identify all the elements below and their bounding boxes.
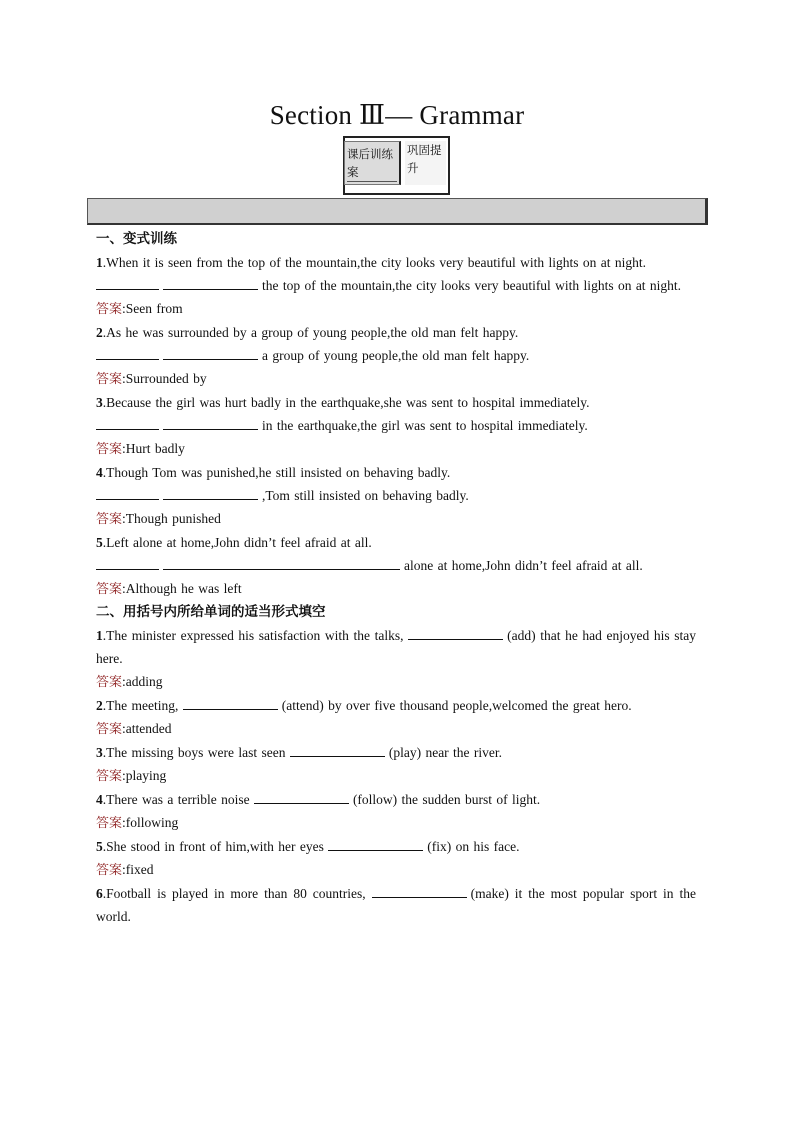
rewrite-text: ,Tom still insisted on behaving badly. [262, 488, 469, 503]
page-title: Section Ⅲ— Grammar [269, 100, 525, 130]
answer-blank[interactable] [96, 485, 159, 500]
answer-blank[interactable] [163, 345, 258, 360]
answer-label: 答案 [96, 675, 123, 690]
sentence-text: .The meeting, [102, 698, 183, 713]
tab-left-line2: 案 [347, 163, 397, 182]
sentence-text: .Left alone at home,John didn’t feel afraid at all. [102, 535, 372, 550]
tab-right-line2: 升 [407, 161, 419, 175]
question-number: 5 [96, 535, 103, 550]
answer-label: 答案 [96, 582, 123, 597]
p2-q4-answer [96, 811, 696, 835]
answer-blank[interactable] [290, 742, 385, 757]
sentence-text: (attend) by over five thousand people,welcomed the great hero. [281, 698, 632, 713]
sentence-text: .She stood in front of him,with her eyes [102, 839, 329, 854]
p2-q5-answer [96, 858, 696, 882]
sentence-text: .When it is seen from the top of the mountain,the city looks very beautiful with lights on at night. [102, 255, 647, 270]
question-number: 5 [96, 839, 103, 854]
section-banner [87, 198, 708, 225]
sentence-text: .Though Tom was punished,he still insisted on behaving badly. [102, 465, 451, 480]
rewrite-text: a group of young people,the old man felt happy. [262, 348, 530, 363]
answer-text: :Seen from [122, 301, 183, 316]
answer-label: 答案 [96, 442, 123, 457]
sentence-text: (follow) the sudden burst of light. [352, 792, 541, 807]
question-number: 2 [96, 698, 103, 713]
p1-q5-sentence [96, 531, 696, 554]
answer-text: :attended [122, 721, 172, 736]
answer-label: 答案 [96, 863, 123, 878]
answer-label: 答案 [96, 512, 123, 527]
answer-label: 答案 [96, 816, 123, 831]
p1-q3-rewrite [96, 414, 696, 437]
p1-q1-sentence [96, 251, 696, 274]
question-number: 3 [96, 395, 103, 410]
answer-blank[interactable] [96, 555, 159, 570]
answer-blank[interactable] [328, 836, 423, 851]
p2-q4 [96, 788, 696, 811]
p1-q5-rewrite [96, 554, 696, 577]
answer-text: :Though punished [122, 511, 221, 526]
exercise-content [96, 228, 696, 928]
question-number: 4 [96, 465, 103, 480]
answer-blank[interactable] [163, 555, 400, 570]
p2-q2 [96, 694, 696, 717]
answer-blank[interactable] [96, 275, 159, 290]
answer-label: 答案 [96, 769, 123, 784]
p1-q4-rewrite [96, 484, 696, 507]
question-number: 6 [96, 886, 103, 901]
p2-q1-answer [96, 670, 696, 694]
p2-q5 [96, 835, 696, 858]
sentence-text: .There was a terrible noise [102, 792, 254, 807]
p2-q3 [96, 741, 696, 764]
part1-heading: 一、变式训练 [96, 231, 177, 247]
answer-text: :fixed [122, 862, 154, 877]
p1-q2-answer [96, 367, 696, 391]
p2-q1 [96, 624, 696, 670]
p1-q5-answer [96, 577, 696, 601]
p2-q3-answer [96, 764, 696, 788]
sentence-text: .As he was surrounded by a group of young people,the old man felt happy. [102, 325, 519, 340]
question-number: 1 [96, 628, 103, 643]
answer-text: :adding [122, 674, 163, 689]
answer-blank[interactable] [163, 275, 258, 290]
answer-blank[interactable] [163, 415, 258, 430]
question-number: 3 [96, 745, 103, 760]
answer-label: 答案 [96, 722, 123, 737]
sentence-text: (add) that he had enjoyed his stay here. [96, 628, 696, 666]
sentence-text: .Because the girl was hurt badly in the earthquake,she was sent to hospital immediately. [102, 395, 590, 410]
answer-text: :Although he was left [122, 581, 242, 596]
tab-consolidate[interactable] [405, 141, 446, 185]
tab-right-line1: 巩固提 [407, 143, 442, 157]
p1-q3-answer [96, 437, 696, 461]
p2-q6 [96, 882, 696, 928]
sentence-text: .The missing boys were last seen [102, 745, 290, 760]
answer-blank[interactable] [408, 625, 503, 640]
p1-q1-answer [96, 297, 696, 321]
p1-q2-sentence [96, 321, 696, 344]
p2-q2-answer [96, 717, 696, 741]
sentence-text: .Football is played in more than 80 countries, [102, 886, 372, 901]
p1-q1-rewrite [96, 274, 696, 297]
question-number: 1 [96, 255, 103, 270]
answer-text: :Surrounded by [122, 371, 207, 386]
question-number: 2 [96, 325, 103, 340]
section-tab [343, 136, 450, 194]
answer-label: 答案 [96, 302, 123, 317]
answer-text: :playing [122, 768, 167, 783]
sentence-text: .The minister expressed his satisfaction with the talks, [102, 628, 409, 643]
sentence-text: (fix) on his face. [427, 839, 520, 854]
rewrite-text: the top of the mountain,the city looks very beautiful with lights on at night. [262, 278, 682, 293]
part2-heading: 二、用括号内所给单词的适当形式填空 [96, 604, 326, 620]
p1-q2-rewrite [96, 344, 696, 367]
p1-q3-sentence [96, 391, 696, 414]
rewrite-text: alone at home,John didn’t feel afraid at all. [404, 558, 643, 573]
rewrite-text: in the earthquake,the girl was sent to hospital immediately. [262, 418, 588, 433]
question-number: 4 [96, 792, 103, 807]
tab-left-line1: 课后训练 [347, 147, 393, 161]
answer-text: :Hurt badly [122, 441, 185, 456]
sentence-text: (play) near the river. [388, 745, 503, 760]
answer-blank[interactable] [254, 789, 349, 804]
answer-blank[interactable] [183, 695, 278, 710]
answer-text: :following [122, 815, 179, 830]
sentence-text: (make) it the most popular sport in the world. [96, 886, 696, 924]
answer-blank[interactable] [96, 345, 159, 360]
answer-blank[interactable] [96, 415, 159, 430]
answer-label: 答案 [96, 372, 123, 387]
tab-after-class[interactable] [344, 141, 401, 185]
answer-blank[interactable] [372, 883, 467, 898]
answer-blank[interactable] [163, 485, 258, 500]
p1-q4-answer [96, 507, 696, 531]
p1-q4-sentence [96, 461, 696, 484]
